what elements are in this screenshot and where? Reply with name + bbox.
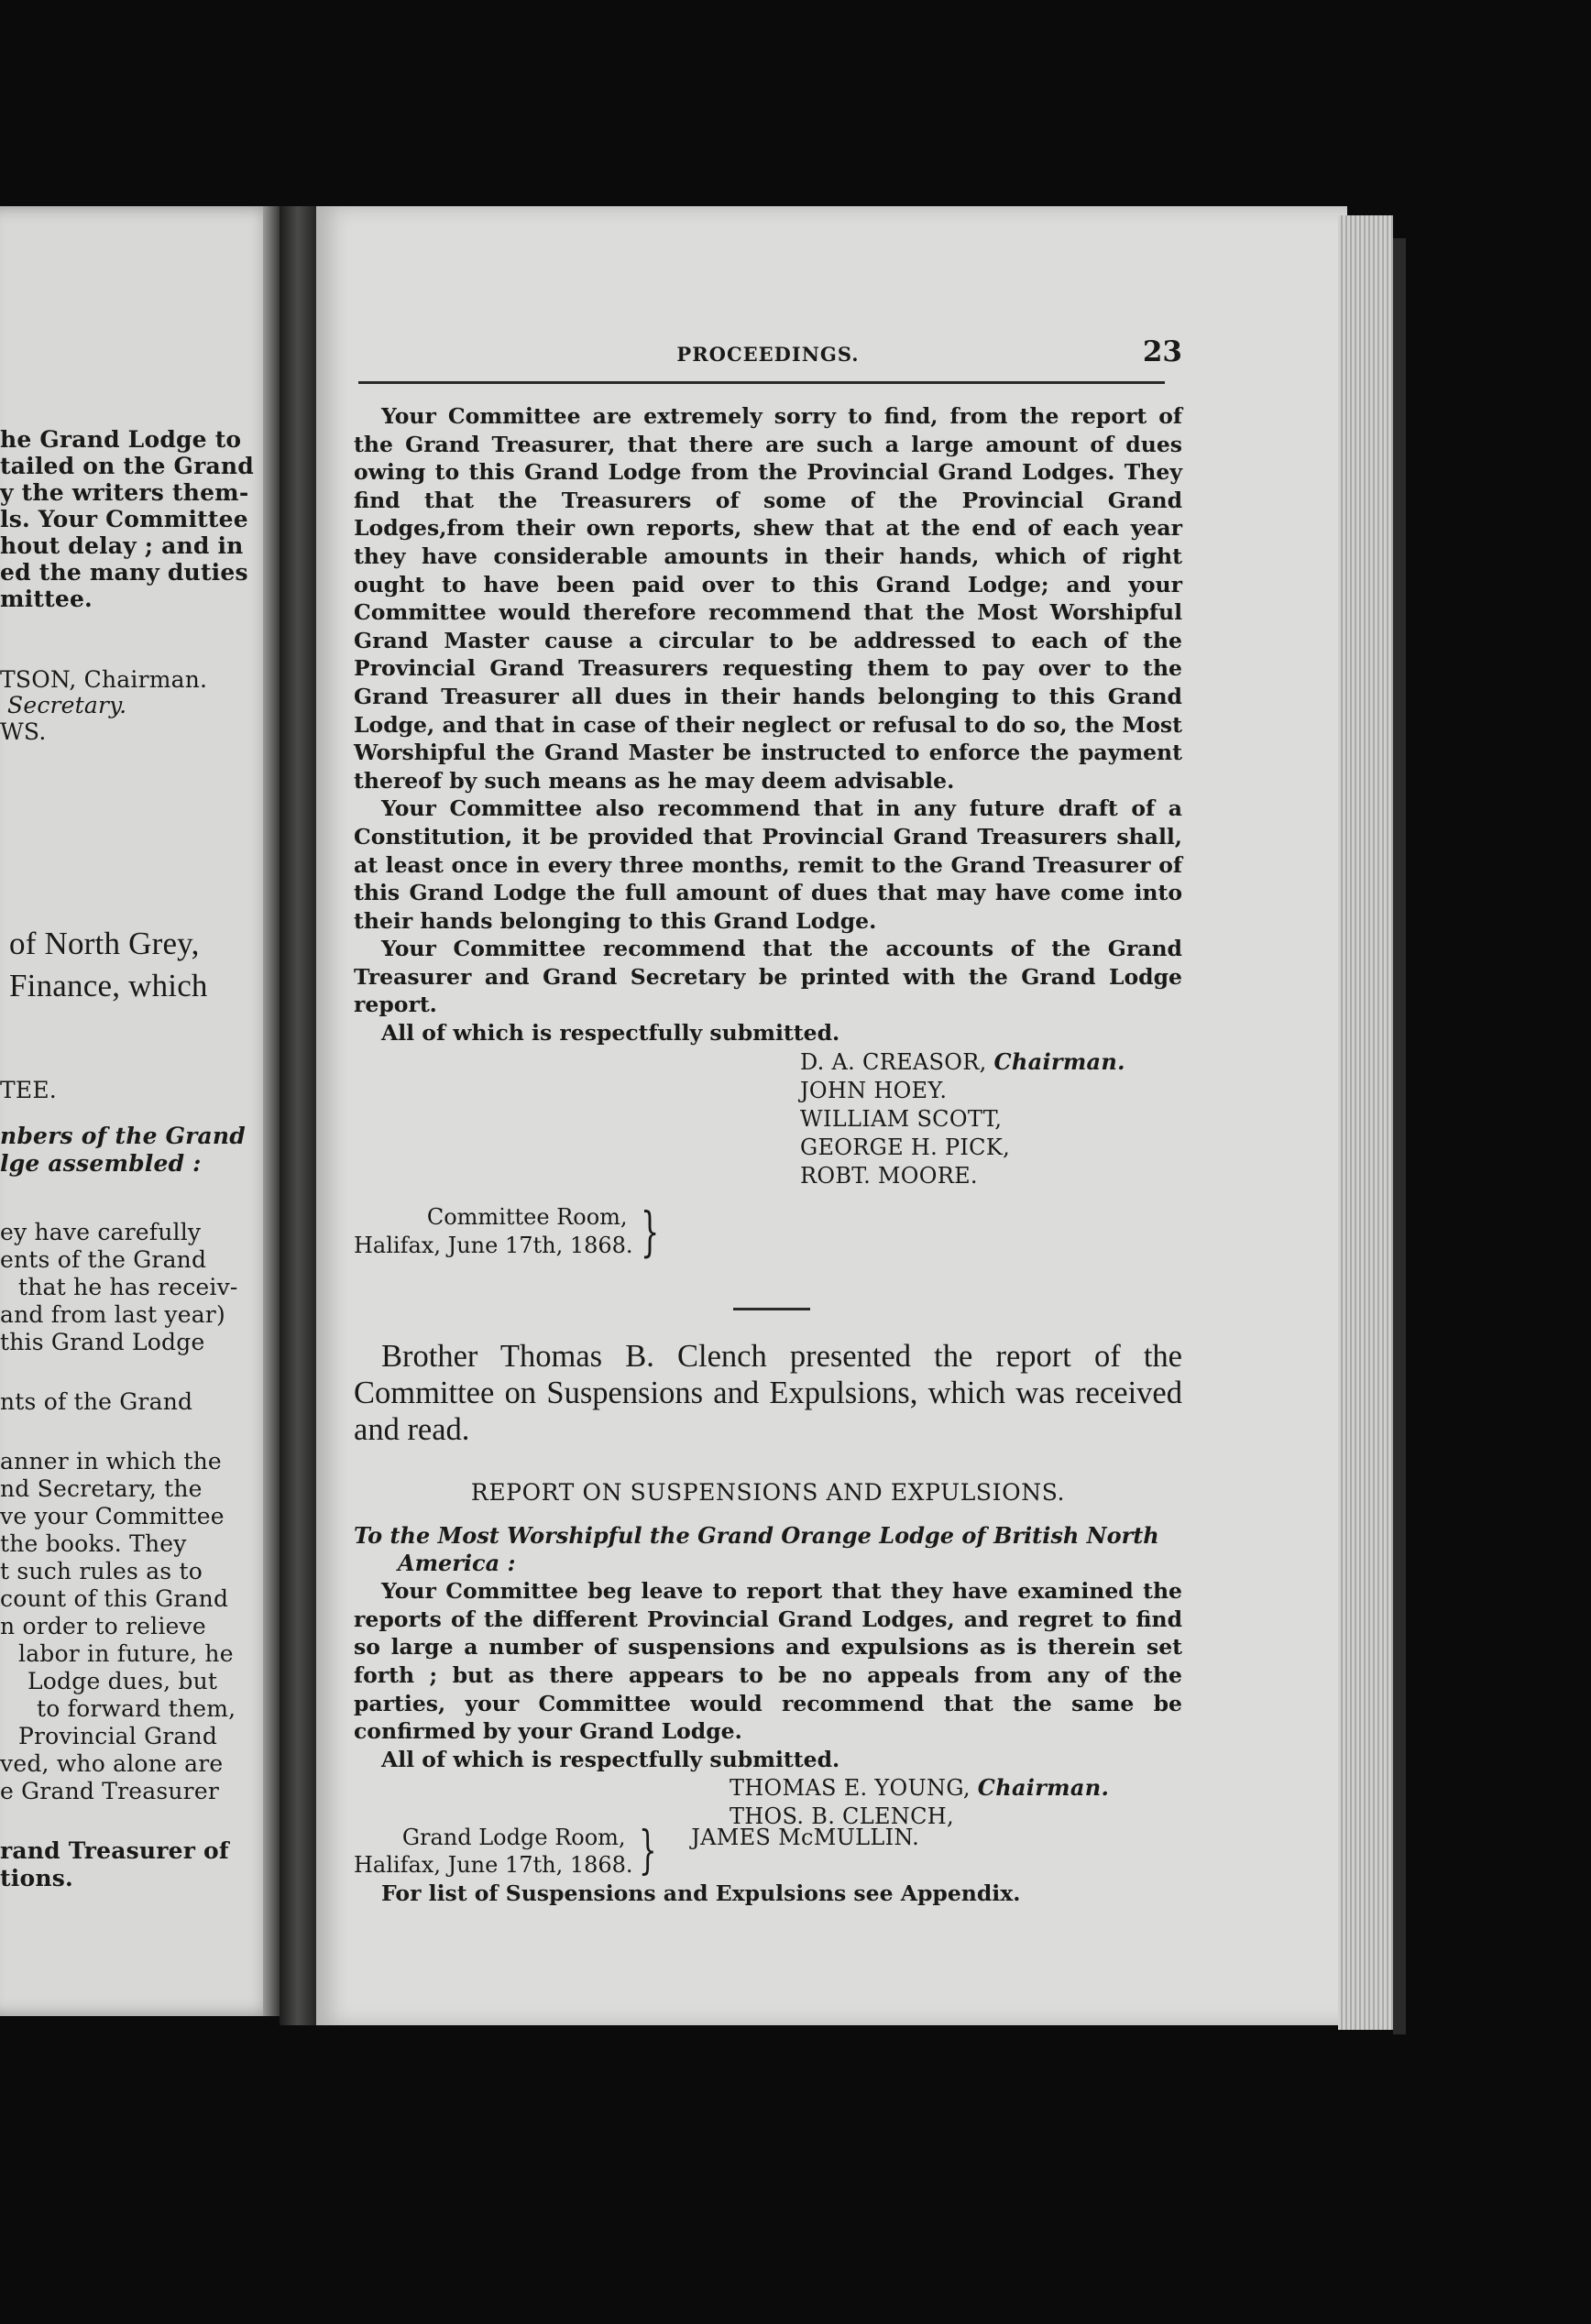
left-page-line: TSON, Chairman. xyxy=(0,666,208,693)
left-page-line: that he has receiv- xyxy=(18,1274,238,1300)
place-line: Grand Lodge Room, xyxy=(401,1825,626,1851)
left-page-line: of North Grey, xyxy=(9,926,200,961)
clench-paragraph: Brother Thomas B. Clench presented the report of the Committee on Suspensions and Expulsions, which was received and read. xyxy=(354,1338,1182,1447)
signature-line xyxy=(800,1047,1182,1077)
left-page-line: ved, who alone are xyxy=(0,1750,224,1777)
left-page-line: he Grand Lodge to xyxy=(0,426,242,453)
left-page-fragment xyxy=(0,206,280,2016)
page-content xyxy=(354,330,1182,1906)
left-page-line: nbers of the Grand xyxy=(0,1123,246,1149)
page-edges xyxy=(1338,215,1393,2030)
brace-glyph: } xyxy=(640,1200,659,1263)
suspensions-paragraph: Your Committee beg leave to report that they have examined the reports of the different Provincial Grand Lodges, and regret to find so large a number of suspensions and expulsions as is therein set forth ; but as there appears to be no appeals from any of the parties, your Committee would recommend that the same be confirmed by your Grand Lodge. xyxy=(354,1578,1182,1745)
left-page-line: lge assembled : xyxy=(0,1150,202,1177)
signature-line: GEORGE H. PICK, xyxy=(800,1134,1010,1160)
signatory-role: Chairman. xyxy=(993,1047,1125,1075)
left-page-line: and from last year) xyxy=(0,1301,225,1328)
left-page-line: t such rules as to xyxy=(0,1558,203,1584)
left-page-line: rand Treasurer of xyxy=(0,1837,229,1864)
finance-report xyxy=(354,402,1182,1047)
brace-glyph: } xyxy=(638,1821,657,1881)
signature-line: JOHN HOEY. xyxy=(800,1077,948,1103)
running-head: PROCEEDINGS. xyxy=(676,343,860,366)
suspensions-submitted: All of which is respectfully submitted. xyxy=(381,1746,840,1772)
finance-paragraph-1: Your Committee are extremely sorry to find, from the report of the Grand Treasurer, that there are such a large amount of dues owing to this Grand Lodge from the Provincial Grand Lodges. They find that the Treasurers of some of the Provincial Grand Lodges,from their own reports, shew that at the end of each year they have considerable amounts in their hands, which of right ought to have been paid over to this Grand Lodge; and your Committee would therefore recommend that the Most Worshipful Grand Master cause a circular to be addressed to each of the Provincial Grand Treasurers requesting them to pay over to the Grand Treasurer all dues in their hands belonging to this Grand Lodge, and that in case of their neglect or refusal to do so, the Most Worshipful the Grand Master be instructed to enforce the payment thereof by such means as he may deem advisable. xyxy=(354,403,1182,794)
finance-submitted: All of which is respectfully submitted. xyxy=(381,1020,840,1047)
book-spine xyxy=(280,206,316,2025)
left-page-line: TEE. xyxy=(0,1077,57,1103)
left-page-line: anner in which the xyxy=(0,1448,222,1474)
cover-edge xyxy=(1393,238,1406,2034)
left-page-line: count of this Grand xyxy=(0,1585,229,1612)
left-page-line: ls. Your Committee xyxy=(0,506,248,532)
left-page-line: Provincial Grand xyxy=(18,1723,218,1749)
section-divider xyxy=(733,1308,810,1310)
signatory-name: THOMAS E. YOUNG, xyxy=(730,1775,971,1802)
signature-line: ROBT. MOORE. xyxy=(800,1162,978,1189)
suspensions-place-date xyxy=(354,1821,1182,1881)
left-page-line: to forward them, xyxy=(37,1695,236,1722)
signature-line xyxy=(730,1773,1182,1803)
date-line: Halifax, June 17th, 1868. xyxy=(354,1852,633,1879)
place-date-text xyxy=(354,1203,633,1260)
left-page-line: Lodge dues, but xyxy=(27,1668,218,1694)
address-line: To the Most Worshipful the Grand Orange Lodge of British North xyxy=(354,1522,1159,1550)
signature-line: THOS. B. CLENCH, xyxy=(730,1803,954,1830)
left-page-line: WS. xyxy=(0,718,47,745)
left-page-line: ey have carefully xyxy=(0,1219,202,1245)
finance-paragraph-2: Your Committee also recommend that in any future draft of a Constitution, it be provided that Provincial Grand Treasurers shall, at least once in every three months, remit to the Grand Treasurer of this Grand Lodge the full amount of dues that may have come into their hands belonging to this Grand Lodge. xyxy=(354,795,1182,934)
address-line: America : xyxy=(398,1550,516,1577)
left-page-line: labor in future, he xyxy=(18,1640,234,1667)
left-page-line: the books. They xyxy=(0,1530,187,1557)
left-page-line: tailed on the Grand xyxy=(0,453,254,479)
left-page-line: tions. xyxy=(0,1865,73,1891)
date-line: Halifax, June 17th, 1868. xyxy=(354,1232,633,1258)
appendix-note: For list of Suspensions and Expulsions see Appendix. xyxy=(381,1880,1021,1907)
place-date-text xyxy=(354,1824,633,1879)
left-page-line: n order to relieve xyxy=(0,1613,206,1639)
left-page-line: Secretary. xyxy=(7,692,127,718)
signature-line: WILLIAM SCOTT, xyxy=(800,1105,1003,1132)
signatory-name: D. A. CREASOR, xyxy=(800,1048,987,1075)
left-page-line: mittee. xyxy=(0,586,93,612)
left-page-line: ed the many duties xyxy=(0,559,248,586)
report-title: REPORT ON SUSPENSIONS AND EXPULSIONS. xyxy=(470,1479,1066,1507)
left-page-line: nd Secretary, the xyxy=(0,1475,203,1502)
header-rule xyxy=(358,381,1165,384)
finance-paragraph-3: Your Committee recommend that the accounts of the Grand Treasurer and Grand Secretary be printed with the Grand Lodge report. xyxy=(354,936,1182,1018)
finance-signatures xyxy=(800,1047,1182,1190)
left-page-line: y the writers them- xyxy=(0,479,249,506)
suspensions-report xyxy=(354,1577,1182,1773)
left-page-line: ve your Committee xyxy=(0,1503,225,1529)
report-address xyxy=(354,1522,1182,1577)
page-number: 23 xyxy=(1142,335,1182,368)
left-page-line: ents of the Grand xyxy=(0,1246,207,1273)
finance-place-date xyxy=(354,1200,1182,1263)
suspensions-signatures xyxy=(730,1773,1182,1831)
page-header xyxy=(354,330,1182,370)
left-page-line: nts of the Grand xyxy=(0,1388,193,1415)
left-page-line: hout delay ; and in xyxy=(0,532,244,559)
place-line: Committee Room, xyxy=(426,1203,628,1230)
left-page-line: e Grand Treasurer xyxy=(0,1778,219,1804)
left-page-gutter xyxy=(263,206,280,2016)
left-page-line: Finance, which xyxy=(9,968,208,1003)
left-page-line: this Grand Lodge xyxy=(0,1329,205,1355)
place-date-group xyxy=(354,1821,671,1881)
signatory-role: Chairman. xyxy=(977,1774,1110,1802)
signature-line: JAMES McMULLIN. xyxy=(691,1825,920,1851)
